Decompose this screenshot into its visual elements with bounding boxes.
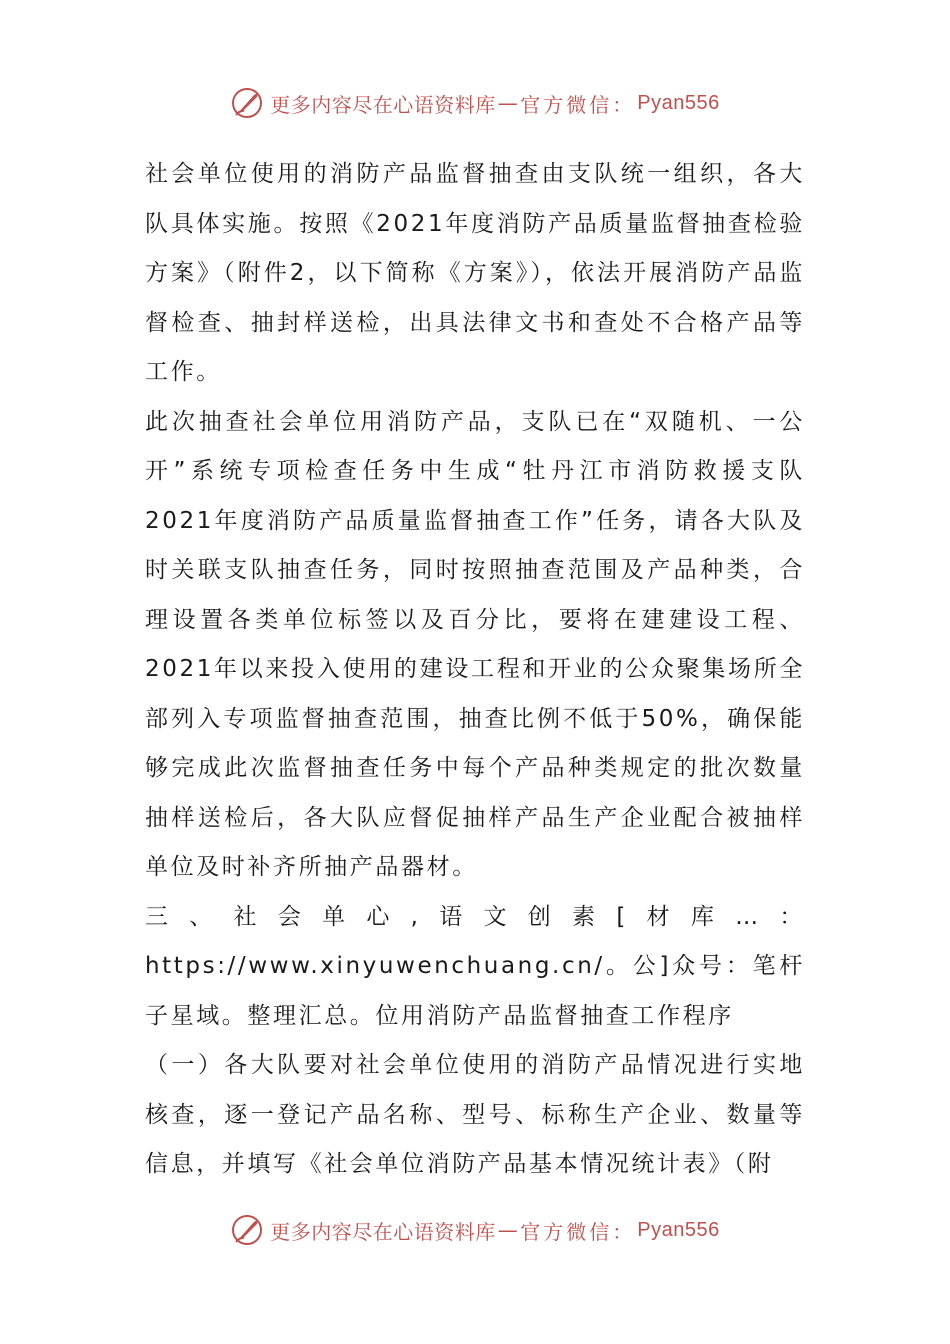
wechat-id: Pyan556 — [637, 91, 720, 114]
paragraph-4: （一）各大队要对社会单位使用的消防产品情况进行实地核查，逐一登记产品名称、型号、标称生产企业、数量等信息，并填写《社会单位消防产品基本情况统计表》（附 — [145, 1052, 805, 1177]
quill-logo-icon — [230, 86, 264, 120]
paragraph-2: 此次抽查社会单位用消防产品，支队已在“双随机、一公开”系统专项检查任务中生成“牡丹江市消防救援支队2021年度消防产品质量监督抽查工作”任务，请各大队及时关联支队抽查任务，同时按照抽查范围及产品种类，合理设置各类单位标签以及百分比，要将在建建设工程、2021年以来投入使用的建设工程和开业的公众聚集场所全部列入专项监督抽查范围，抽查比例不低于50%，确保能够完成此次监督抽查任务中每个产品种类规定的批次数量抽样送检后，各大队应督促抽样产品生产企业配合被抽样单位及时补齐所抽产品器材。 — [145, 408, 805, 880]
site-name: 更多内容尽在心语资料库 — [270, 1219, 496, 1244]
quill-logo-icon — [230, 1213, 264, 1247]
official-label: 官方微信： — [520, 92, 636, 117]
site-name: 更多内容尽在心语资料库 — [270, 92, 496, 117]
document-body — [145, 150, 805, 1190]
separator: — — [497, 91, 519, 115]
official-label: 官方微信： — [520, 1219, 636, 1244]
footer-watermark — [0, 1213, 950, 1247]
separator: — — [497, 1218, 519, 1242]
paragraph-1: 社会单位使用的消防产品监督抽查由支队统一组织，各大队具体实施。按照《2021年度消防产品质量监督抽查检验方案》（附件2，以下简称《方案》），依法开展消防产品监督检查、抽封样送检，出具法律文书和查处不合格产品等工作。 — [145, 161, 805, 385]
wechat-id: Pyan556 — [637, 1218, 720, 1241]
paragraph-3: 三、社会单心,语文创素[材库…：https://www.xinyuwenchuang.cn/。公]众号：笔杆子星域。整理汇总。位用消防产品监督抽查工作程序 — [145, 903, 805, 1029]
header-watermark — [0, 86, 950, 120]
